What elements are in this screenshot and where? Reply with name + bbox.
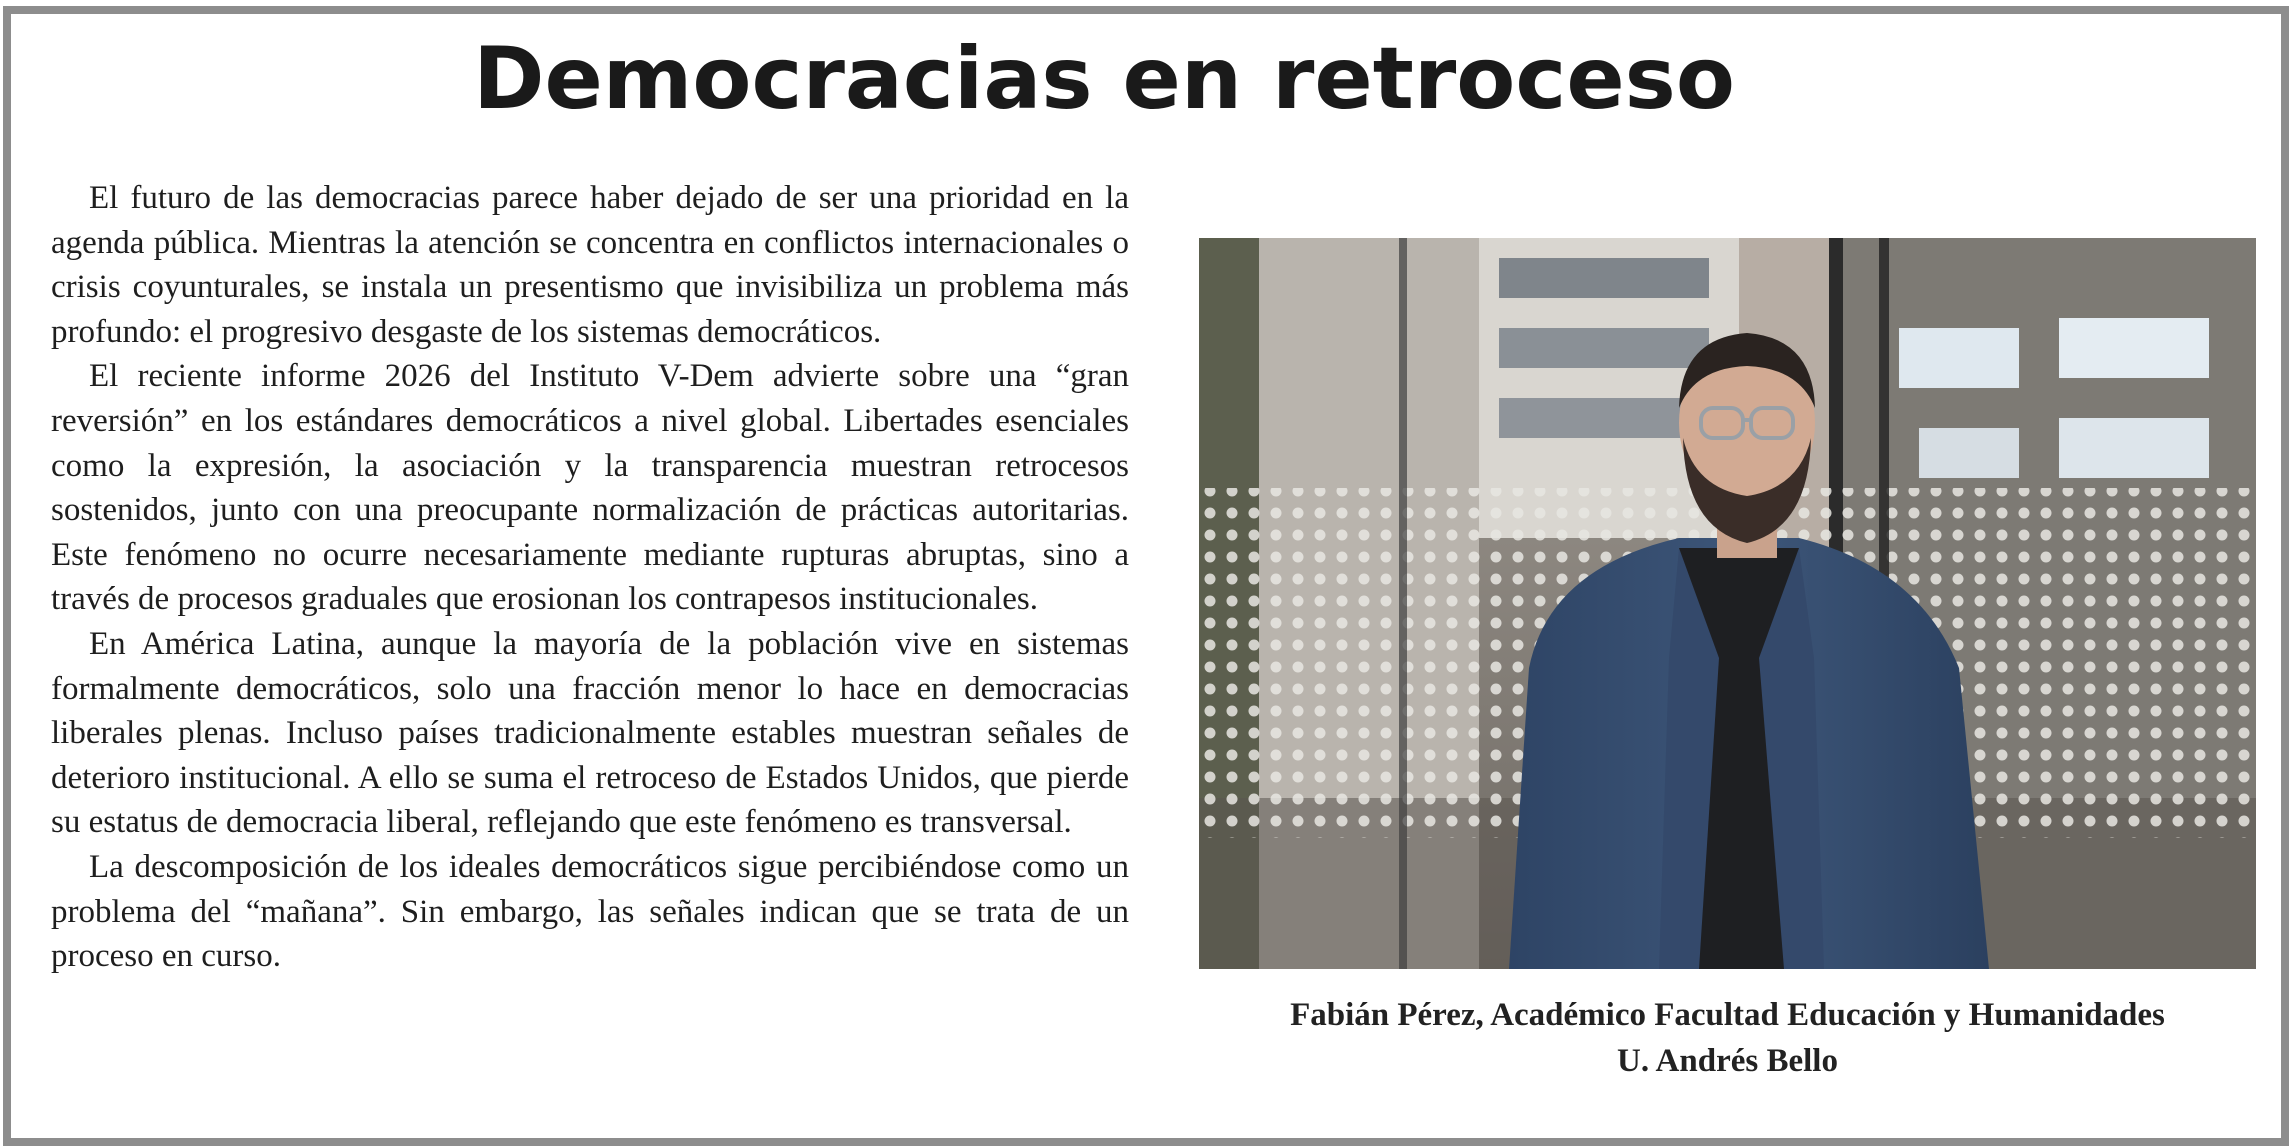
caption-institution: U. Andrés Bello: [1617, 1043, 1838, 1079]
paragraph-2: El reciente informe 2026 del Instituto V-Dem advierte sobre una “gran reversión” en los estándares democráticos a nivel global. Libertades esenciales como la expresión, la asociación y la transparencia muestran retrocesos sostenidos, junto con una preocupante normalización de prácticas autoritarias. Este fenómeno no ocurre necesariamente mediante rupturas abruptas, sino a través de procesos graduales que erosionan los contrapesos institucionales.: [51, 358, 1129, 618]
paragraph-3: En América Latina, aunque la mayoría de la población vive en sistemas formalmente democráticos, solo una fracción menor lo hace en democracias liberales plenas. Incluso países tradicionalmente estables muestran señales de deterioro institucional. A ello se suma el retroceso de Estados Unidos, que pierde su estatus de democracia liberal, reflejando que este fenómeno es transversal.: [51, 625, 1129, 841]
article-title: Democracias en retroceso: [473, 29, 1735, 129]
paragraph-4: La descomposición de los ideales democráticos sigue percibiéndose como un problema del “mañana”. Sin embargo, las señales indican que se trata de un proceso en curso.: [51, 848, 1129, 975]
photo-caption: [1199, 992, 2256, 1084]
author-photo: [1199, 238, 2256, 969]
article-body: [51, 176, 1129, 979]
caption-author: Fabián Pérez, Académico Facultad Educación y Humanidades: [1290, 997, 2165, 1033]
article-frame: [3, 6, 2289, 1146]
paragraph-1: El futuro de las democracias parece haber dejado de ser una prioridad en la agenda pública. Mientras la atención se concentra en conflictos internacionales o crisis coyunturales, se instala un presentismo que invisibiliza un problema más profundo: el progresivo desgaste de los sistemas democráticos.: [51, 180, 1129, 350]
